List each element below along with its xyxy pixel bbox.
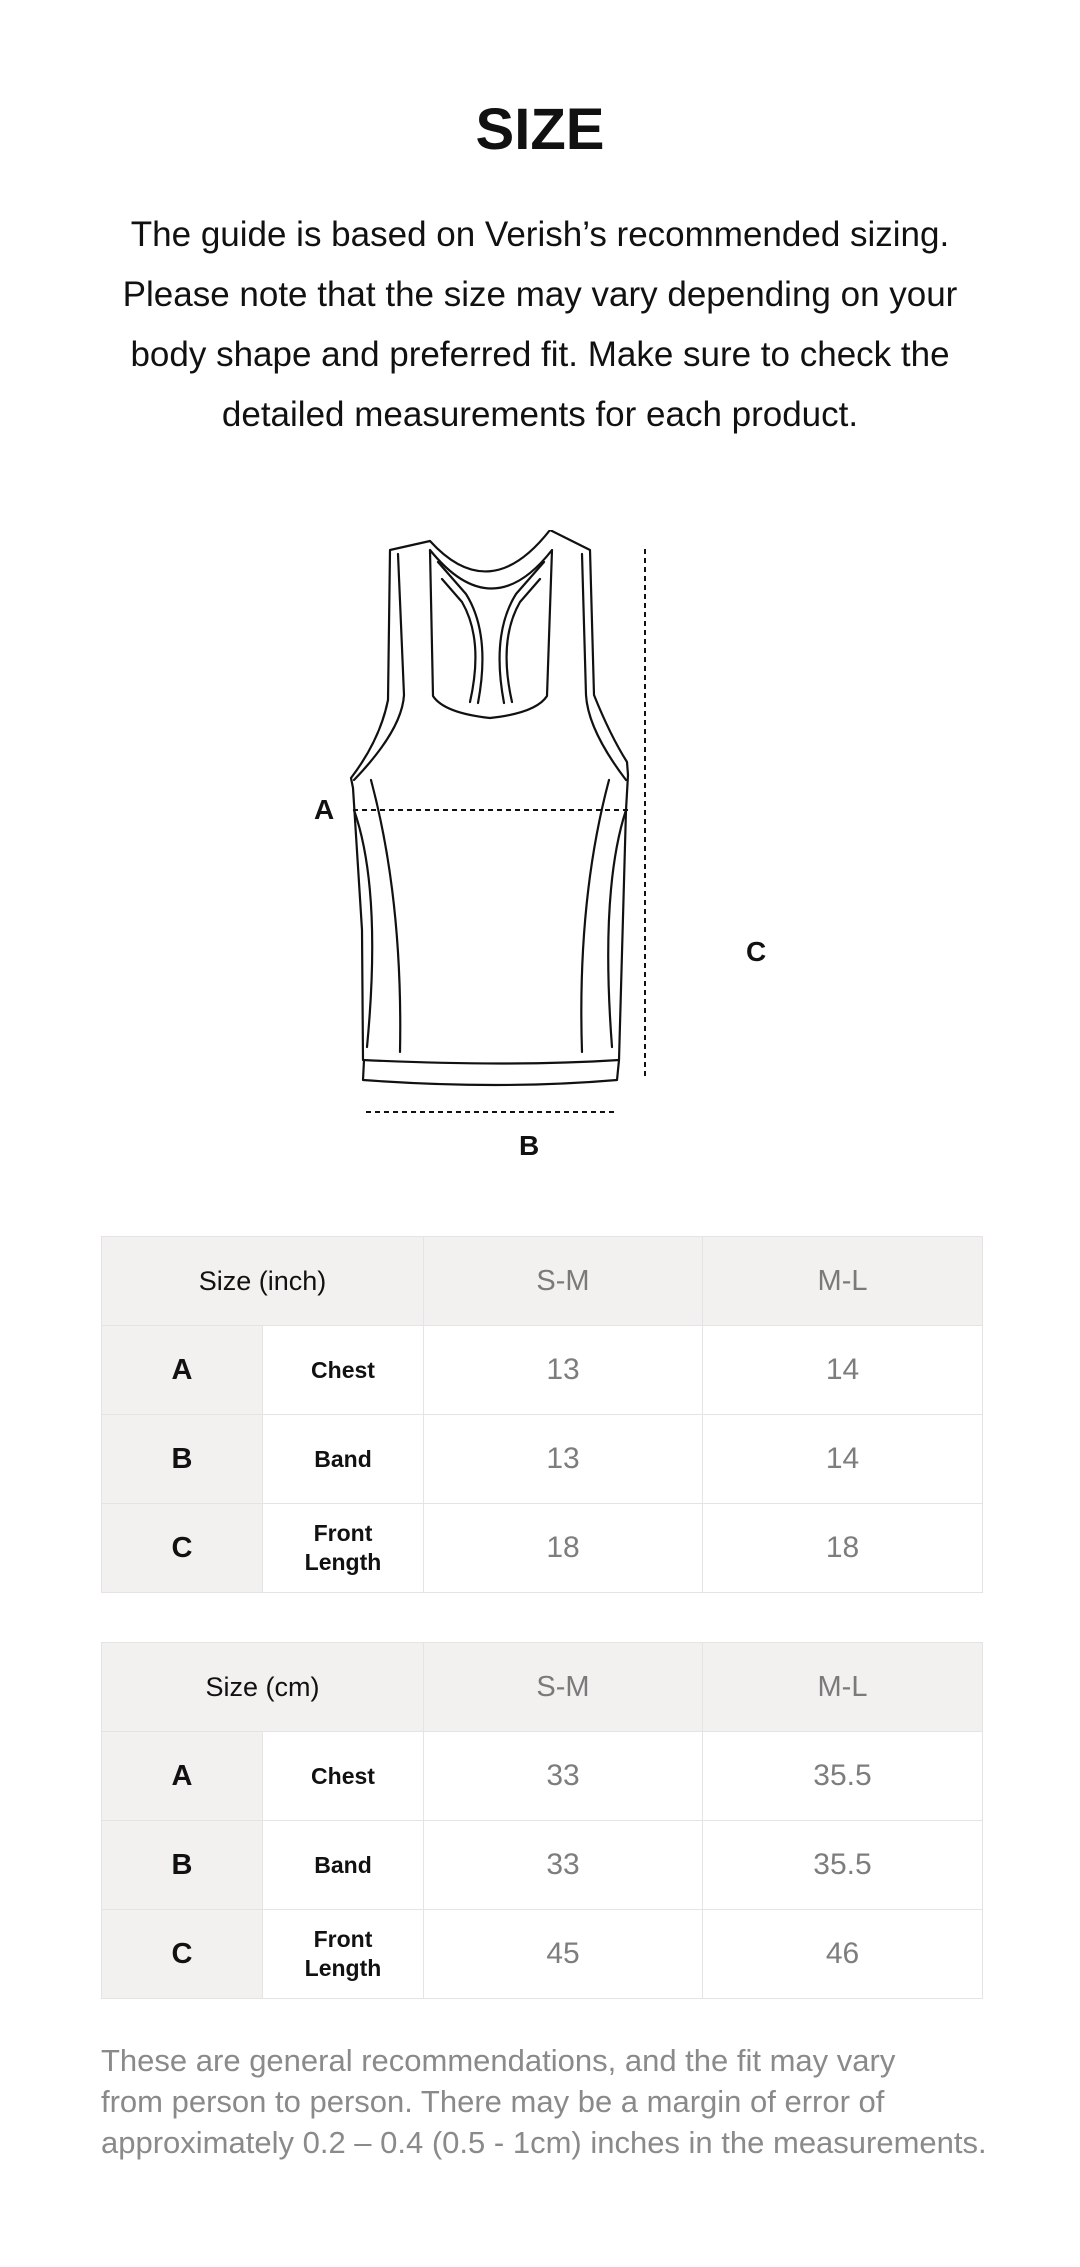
intro-line: detailed measurements for each product.: [221, 395, 859, 434]
measurement-value: 35.5: [703, 1821, 983, 1910]
label-c: C: [746, 936, 767, 967]
table-header-row: [102, 1237, 983, 1326]
note-line: from person to person. There may be a margin of error of: [101, 2084, 885, 2119]
measurement-name: Band: [263, 1415, 424, 1504]
intro-line: body shape and preferred fit. Make sure to check the: [130, 335, 950, 374]
tank-top-illustration: [290, 530, 790, 1170]
table-row: [102, 1732, 983, 1821]
measurement-value: 35.5: [703, 1732, 983, 1821]
table-row: [102, 1326, 983, 1415]
intro-text: [90, 205, 990, 445]
tank-top-diagram: [290, 530, 790, 1170]
page-title: SIZE: [475, 97, 605, 162]
right-strap-binding: [582, 554, 626, 780]
measurement-name: [263, 1504, 424, 1593]
left-strap-binding: [354, 554, 404, 780]
measurement-name-line: Front: [313, 1926, 373, 1952]
size-column-header: M-L: [703, 1643, 983, 1732]
table-header-label: Size (cm): [102, 1643, 424, 1732]
right-side-panel-outer: [581, 780, 609, 1052]
measurement-value: 13: [424, 1326, 703, 1415]
measurement-name: [263, 1910, 424, 1999]
measurement-value: 45: [424, 1910, 703, 1999]
measurement-code: B: [102, 1415, 263, 1504]
measurement-name: Band: [263, 1821, 424, 1910]
table-row: [102, 1821, 983, 1910]
measurement-name: Chest: [263, 1326, 424, 1415]
measurement-code: B: [102, 1821, 263, 1910]
right-racer-trim-inner: [507, 579, 540, 702]
size-table-inch: [101, 1236, 983, 1593]
measurement-code: C: [102, 1910, 263, 1999]
table-header-row: [102, 1643, 983, 1732]
table-row: [102, 1504, 983, 1593]
size-column-header: S-M: [424, 1643, 703, 1732]
table-header-label: Size (inch): [102, 1237, 424, 1326]
size-column-header: S-M: [424, 1237, 703, 1326]
table-row: [102, 1910, 983, 1999]
intro-line: The guide is based on Verish’s recommended sizing.: [130, 215, 950, 254]
table-row: [102, 1415, 983, 1504]
measurement-value: 13: [424, 1415, 703, 1504]
measurement-name: Chest: [263, 1732, 424, 1821]
size-table-cm: [101, 1642, 983, 1999]
intro-line: Please note that the size may vary depending on your: [122, 275, 958, 314]
measurement-code: A: [102, 1732, 263, 1821]
note-line: These are general recommendations, and the fit may vary: [101, 2043, 896, 2078]
garment-outline: [351, 530, 628, 1064]
measurement-value: 46: [703, 1910, 983, 1999]
measurement-value: 18: [424, 1504, 703, 1593]
note-line: approximately 0.2 – 0.4 (0.5 - 1cm) inches in the measurements.: [101, 2125, 987, 2160]
measurement-name-line: Front: [313, 1520, 373, 1546]
label-b: B: [519, 1130, 540, 1161]
disclaimer-note: [101, 2040, 1001, 2163]
measurement-value: 14: [703, 1415, 983, 1504]
measurement-code: C: [102, 1504, 263, 1593]
measurement-name-line: Length: [304, 1955, 382, 1981]
measurement-value: 18: [703, 1504, 983, 1593]
measurement-value: 33: [424, 1732, 703, 1821]
measurement-code: A: [102, 1326, 263, 1415]
measurement-name-line: Length: [304, 1549, 382, 1575]
left-racer-trim-inner: [442, 579, 475, 702]
label-a: A: [314, 794, 335, 825]
measurement-value: 33: [424, 1821, 703, 1910]
left-side-panel-outer: [371, 780, 400, 1052]
measurement-value: 14: [703, 1326, 983, 1415]
size-column-header: M-L: [703, 1237, 983, 1326]
